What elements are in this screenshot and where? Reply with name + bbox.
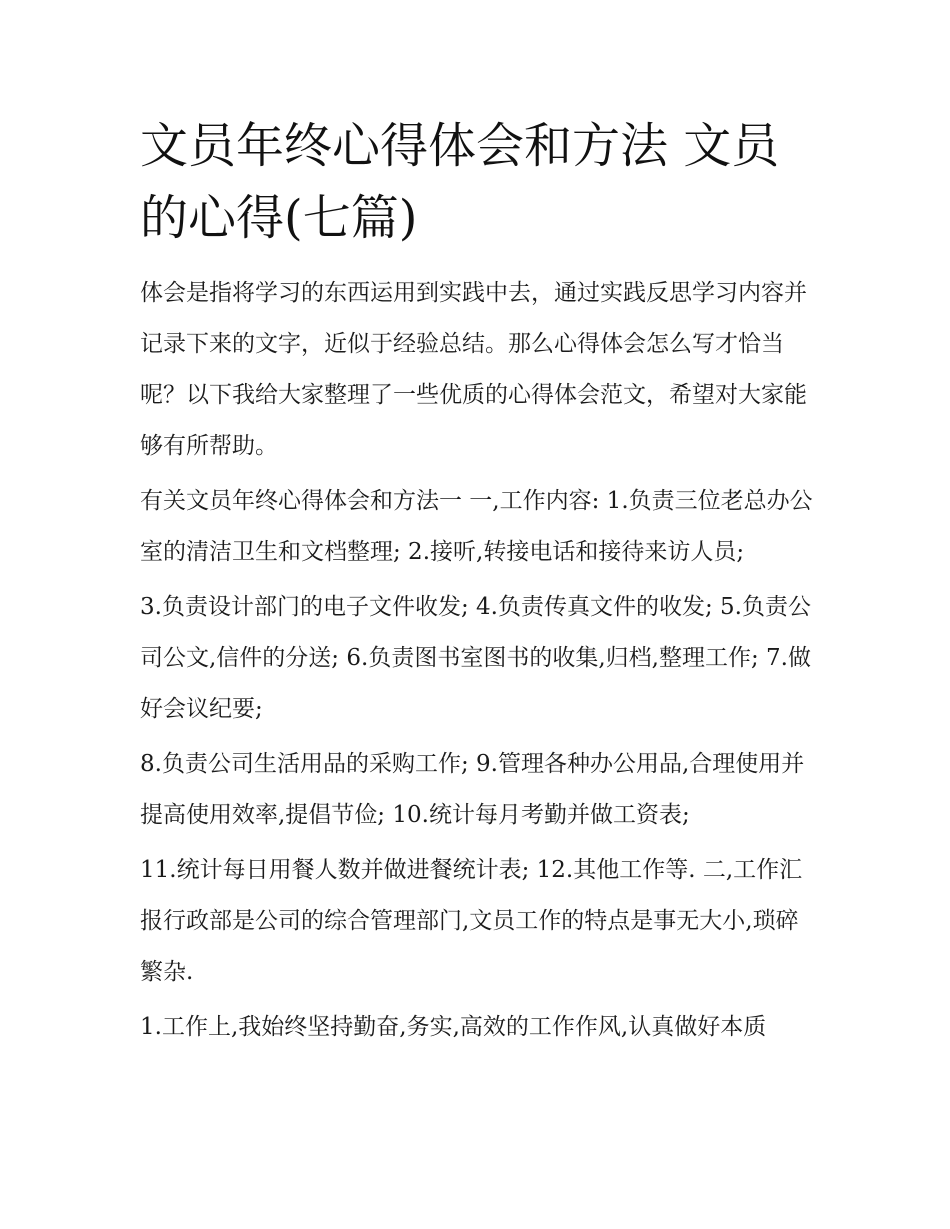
duties-11-12-paragraph: 11.统计每日用餐人数并做进餐统计表; 12.其他工作等. 二,工作汇报行政部是公司的综合管理部门,文员工作的特点是事无大小,琐碎繁杂. <box>140 857 803 985</box>
duties-8-10-paragraph: 8.负责公司生活用品的采购工作; 9.管理各种办公用品,合理使用并提高使用效率,提倡节俭; 10.统计每月考勤并做工资表; <box>140 751 805 828</box>
work-report-paragraph: 1.工作上,我始终坚持勤奋,务实,高效的工作作风,认真做好本质 <box>140 1014 767 1040</box>
document-page <box>140 110 820 1057</box>
duties-3-7-paragraph: 3.负责设计部门的电子文件收发; 4.负责传真文件的收发; 5.负责公司公文,信件的分送; 6.负责图书室图书的收集,归档,整理工作; 7.做好会议纪要; <box>140 594 811 722</box>
work-content-paragraph: 有关文员年终心得体会和方法一 一,工作内容: 1.负责三位老总办公室的清洁卫生和文档整理; 2.接听,转接电话和接待来访人员; <box>140 488 813 565</box>
intro-paragraph: 体会是指将学习的东西运用到实践中去，通过实践反思学习内容并记录下来的文字，近似于经验总结。那么心得体会怎么写才恰当呢？以下我给大家整理了一些优质的心得体会范文，希望对大家能够有所帮助。 <box>140 280 807 459</box>
document-title: 文员年终心得体会和方法 文员的心得(七篇) <box>140 118 780 246</box>
